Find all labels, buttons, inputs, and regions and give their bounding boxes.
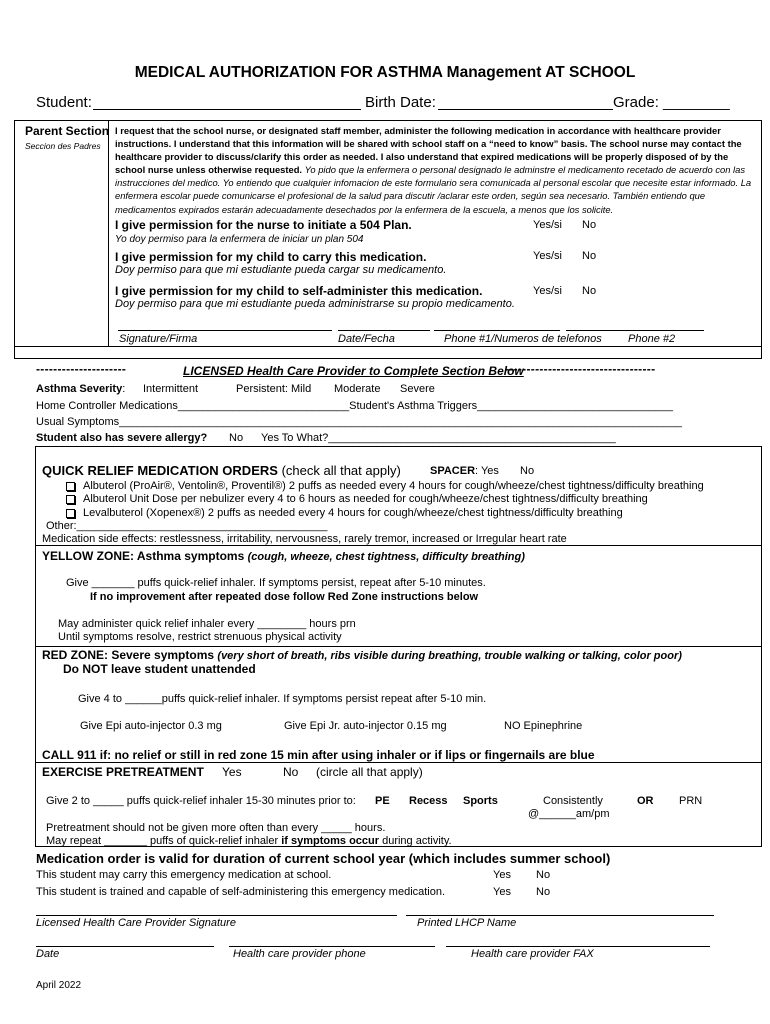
- parent-section-label: Parent Section: [25, 124, 110, 138]
- severity-intermittent[interactable]: Intermittent: [143, 383, 199, 395]
- red-no-epi[interactable]: NO Epinephrine: [504, 720, 583, 732]
- quick-heading-row: [42, 463, 401, 478]
- severity-label: Asthma Severity: [36, 383, 123, 395]
- lhcp-name-field[interactable]: [406, 903, 714, 916]
- provider-dash-left: ---------------------: [36, 362, 127, 376]
- footer-date: April 2022: [36, 980, 82, 991]
- parent-section-label-es: Seccion des Padres: [25, 141, 101, 151]
- perm-carry-yes[interactable]: Yes/si: [533, 250, 562, 262]
- exercise-yes[interactable]: Yes: [222, 765, 242, 779]
- quick-item-label: Albuterol (ProAir®, Ventolin®, Proventil®) 2 puffs as needed every 4 hours for cough/wheeze/chest tightness/difficulty breathing: [83, 480, 704, 492]
- parent-bottom-rule: [14, 346, 762, 347]
- quick-heading: QUICK RELIEF MEDICATION ORDERS: [42, 463, 278, 478]
- exercise-pretreat[interactable]: Pretreatment should not be given more often than every _____ hours.: [46, 822, 386, 834]
- date-field-provider[interactable]: [36, 934, 214, 947]
- allergy-yes[interactable]: Yes To What?_______________________________________________: [261, 432, 616, 444]
- severity-moderate[interactable]: Moderate: [334, 383, 381, 395]
- rule-red-exercise: [35, 762, 762, 763]
- exercise-or: OR: [637, 795, 654, 807]
- spacer-yes[interactable]: : Yes: [475, 465, 499, 477]
- checkbox-icon[interactable]: [66, 509, 75, 518]
- may-repeat-b: if symptoms occur: [281, 835, 380, 847]
- carry-line: This student may carry this emergency medication at school.: [36, 869, 332, 881]
- lhcp-signature-field[interactable]: [36, 903, 397, 916]
- exercise-heading-row: [42, 765, 204, 779]
- carry-yes[interactable]: Yes: [493, 869, 511, 881]
- red-epi-jr[interactable]: Give Epi Jr. auto-injector 0.15 mg: [284, 720, 447, 732]
- quick-item-label: Levalbuterol (Xopenex®) 2 puffs as needed every 4 hours for cough/wheeze/chest tightness/difficulty breathing: [83, 507, 623, 519]
- yellow-heading: YELLOW ZONE: Asthma symptoms: [42, 549, 245, 563]
- date-field[interactable]: [338, 318, 430, 331]
- spacer-row: [430, 465, 499, 477]
- hc-fax-field[interactable]: [446, 934, 710, 947]
- perm-self-es: Doy permiso para que mi estudiante pueda administrarse su propio medicamento.: [115, 298, 515, 310]
- perm-504-yes[interactable]: Yes/si: [533, 219, 562, 231]
- yellow-no-improve: If no improvement after repeated dose follow Red Zone instructions below: [90, 591, 479, 603]
- provider-dash-right: -----------------------------------: [505, 362, 656, 376]
- perm-self-no[interactable]: No: [582, 285, 597, 297]
- perm-self-yes[interactable]: Yes/si: [533, 285, 562, 297]
- exercise-at[interactable]: @______am/pm: [528, 808, 610, 820]
- perm-carry-es: Doy permiso para que mi estudiante pueda cargar su medicamento.: [115, 264, 447, 276]
- phone1-label: Phone #1/Numeros de telefonos: [444, 333, 602, 345]
- trained-no[interactable]: No: [536, 886, 551, 898]
- hc-phone-label: Health care provider phone: [233, 948, 366, 960]
- date-label: Date/Fecha: [338, 333, 395, 345]
- may-repeat-c: during activity.: [379, 835, 452, 847]
- exercise-may-repeat[interactable]: [46, 835, 452, 847]
- spacer-label: SPACER: [430, 465, 476, 477]
- red-sub: (very short of breath, ribs visible during breathing, trouble walking or talking, color poor): [217, 650, 682, 662]
- home-meds-line[interactable]: Home Controller Medications____________________________Student's Asthma Triggers________________________________: [36, 400, 673, 412]
- severity-persistent-mild[interactable]: Persistent: Mild: [236, 383, 312, 395]
- rule-yellow-red: [35, 646, 762, 647]
- parent-paragraph: [115, 124, 755, 216]
- perm-self: I give permission for my child to self-administer this medication.: [115, 284, 483, 298]
- checkbox-icon[interactable]: [66, 482, 75, 491]
- student-field[interactable]: [93, 95, 361, 110]
- spacer-no[interactable]: No: [520, 465, 535, 477]
- quick-item-albuterol[interactable]: [66, 480, 704, 492]
- lhcp-signature-label: Licensed Health Care Provider Signature: [36, 917, 236, 929]
- signature-label: Signature/Firma: [119, 333, 198, 345]
- perm-504: I give permission for the nurse to initiate a 504 Plan.: [115, 218, 412, 232]
- allergy-label: Student also has severe allergy?: [36, 432, 208, 444]
- phone2-label: Phone #2: [628, 333, 676, 345]
- quick-check-note: (check all that apply): [281, 463, 401, 478]
- red-give[interactable]: Give 4 to ______puffs quick-relief inhaler. If symptoms persist repeat after 5-10 min.: [78, 693, 487, 705]
- parent-paragraph-en: I request that the school nurse, or designated staff member, administer the following medication in accordance with healthcare provider instructions. I understand that this information will be shared with school staff on a “need to know” basis. The school nurse may contact the healthcare provider to discuss/clarify this order as needed. I also understand that expired medications will be properly disposed of by the school nurse unless otherwise requested.: [115, 125, 742, 176]
- perm-carry: I give permission for my child to carry this medication.: [115, 250, 427, 264]
- phone2-field[interactable]: [566, 318, 704, 331]
- quick-item-label: Albuterol Unit Dose per nebulizer every 4 to 6 hours as needed for cough/wheeze/chest tightness/difficulty breathing: [83, 493, 648, 505]
- exercise-prn[interactable]: PRN: [679, 795, 703, 807]
- quick-item-nebulizer[interactable]: [66, 493, 648, 505]
- severity-severe[interactable]: Severe: [400, 383, 435, 395]
- signature-field[interactable]: [118, 318, 332, 331]
- exercise-give[interactable]: Give 2 to _____ puffs quick-relief inhaler 15-30 minutes prior to:: [46, 795, 356, 807]
- yellow-may[interactable]: May administer quick relief inhaler every ________ hours prn: [58, 618, 356, 630]
- usual-symptoms-line[interactable]: Usual Symptoms____________________________________________________________________________________________: [36, 416, 682, 428]
- rule-quick-yellow: [35, 545, 762, 546]
- severity-row: [36, 383, 125, 395]
- yellow-until: Until symptoms resolve, restrict strenuous physical activity: [58, 631, 342, 643]
- red-heading: RED ZONE: Severe symptoms: [42, 648, 215, 662]
- birth-date-label: Birth Date:: [365, 94, 436, 111]
- student-label: Student:: [36, 94, 92, 111]
- call-911: CALL 911 if: no relief or still in red zone 15 min after using inhaler or if lips or fingernails are blue: [42, 748, 595, 762]
- quick-other[interactable]: Other:_________________________________________: [46, 520, 328, 532]
- perm-carry-no[interactable]: No: [582, 250, 597, 262]
- checkbox-icon[interactable]: [66, 495, 75, 504]
- trained-line: This student is trained and capable of self-administering this emergency medication.: [36, 886, 446, 898]
- parent-divider: [108, 120, 109, 347]
- lhcp-name-label: Printed LHCP Name: [417, 917, 517, 929]
- phone1-field[interactable]: [434, 318, 560, 331]
- exercise-heading: EXERCISE PRETREATMENT: [42, 765, 204, 779]
- exercise-consistently[interactable]: Consistently: [543, 795, 603, 807]
- hc-fax-label: Health care provider FAX: [471, 948, 594, 960]
- birth-date-field[interactable]: [438, 95, 613, 110]
- valid-note: Medication order is valid for duration of current school year (which includes summer school): [36, 851, 611, 866]
- trained-yes[interactable]: Yes: [493, 886, 511, 898]
- severity-colon: :: [122, 383, 126, 395]
- exercise-recess[interactable]: Recess: [409, 795, 448, 807]
- hc-phone-field[interactable]: [229, 934, 435, 947]
- yellow-give[interactable]: Give _______ puffs quick-relief inhaler. If symptoms persist, repeat after 5-10 minutes.: [66, 577, 486, 589]
- perm-504-no[interactable]: No: [582, 219, 597, 231]
- red-epi[interactable]: Give Epi auto-injector 0.3 mg: [80, 720, 222, 732]
- quick-item-levalbuterol[interactable]: [66, 507, 623, 519]
- grade-label: Grade: ________: [613, 94, 730, 111]
- carry-no[interactable]: No: [536, 869, 551, 881]
- date-label-provider: Date: [36, 948, 60, 960]
- page-title: MEDICAL AUTHORIZATION FOR ASTHMA Management AT SCHOOL: [134, 64, 636, 81]
- yellow-heading-row: [42, 549, 525, 563]
- exercise-pe[interactable]: PE: [375, 795, 390, 807]
- may-repeat-a: May repeat _______ puffs of quick-relief inhaler: [46, 835, 282, 847]
- exercise-sports[interactable]: Sports: [463, 795, 498, 807]
- exercise-circle: (circle all that apply): [316, 765, 423, 779]
- exercise-no[interactable]: No: [283, 765, 299, 779]
- allergy-no[interactable]: No: [229, 432, 244, 444]
- red-no-leave: Do NOT leave student unattended: [63, 662, 256, 676]
- provider-heading: LICENSED Health Care Provider to Complete Section Below: [183, 364, 524, 378]
- parent-paragraph-es: Yo pido que la enfermera o personal designado le adminstre el medicamento recetado de acuerdo con las instrucciones del medico. Yo entiendo que cualquier infomacion de este formulario sera comunicada al personal escolar que necesite estar informado. La enfermera escolar puede comunicarse el profesional de la salud para discutir /aclarar este orden, según sea necesario. También entiendo que medicamentos expirados estarán adecuadamente desechados por la enfermera de la escuela, a menos que los solicite.: [115, 164, 752, 215]
- perm-504-es: Yo doy permiso para la enfermera de iniciar un plan 504: [115, 234, 364, 245]
- red-heading-row: [42, 648, 682, 662]
- yellow-sub: (cough, wheeze, chest tightness, difficulty breathing): [247, 551, 525, 563]
- side-effects: Medication side effects: restlessness, irritability, nervousness, rarely tremor, increased or Irregular heart rate: [42, 533, 567, 545]
